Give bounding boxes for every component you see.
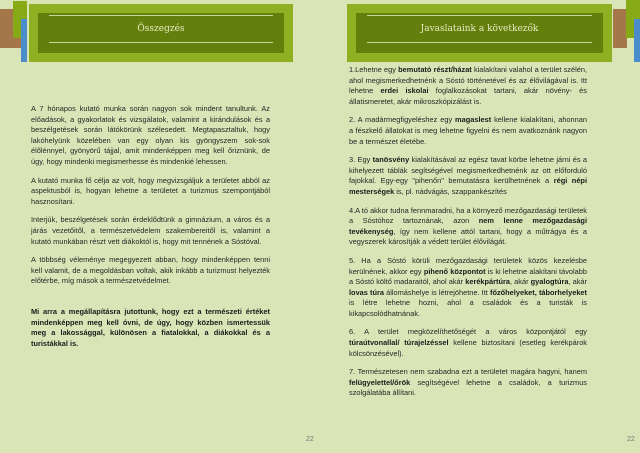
- banner-rule-top: [367, 15, 592, 16]
- decorative-brown-block: [613, 9, 627, 48]
- summary-paragraph: A 7 hónapos kutató munka során nagyon sok mindent tanultunk. Az előadások, a gyakorlatok és vizsgálatok, valamint a kirándulások és a beszélgetések során látókörünk szélesedett. Megtapasztaltuk, hogy lakóhelyünk közelében van egy olyan kis gyöngyszem sok-sok élőlénnyel, gyönyörű tájjal, amit mindenképpen meg kell őriznünk, de úgy, hogy mindenki megismerhesse és mindenkié lehessen.: [31, 104, 270, 166]
- proposal-text: állomáshelye is létrejöhetne. Itt: [384, 287, 490, 297]
- proposal-highlight: lovas túra: [349, 287, 384, 297]
- proposal-item: [349, 327, 587, 359]
- proposal-item: [349, 256, 587, 320]
- summary-text-column: [31, 104, 270, 357]
- summary-paragraph: A többség véleménye megegyezett abban, hogy mindenképpen tenni kell valamit, de a megoldásban voltak, akik inkább a turizmust helyezték előtérbe, míg mások a természetvédelmet.: [31, 255, 270, 286]
- proposal-text: kialakítani valahol a terület szélén, ahol megismerkedhetnénk a Sóstó történetével és az élővilágával is. Itt lehetne: [349, 65, 587, 96]
- proposal-item: [349, 155, 587, 197]
- proposal-highlight: nem lenne mezőgazdasági tevékenység: [349, 216, 588, 236]
- banner-inner-panel: [38, 13, 284, 53]
- banner-rule-bottom: [49, 42, 273, 43]
- proposal-text: 6. A terület megközelíthetőségét a város központjától egy: [349, 327, 587, 337]
- proposal-highlight: túraútvonallal/ túrajelzéssel: [349, 338, 449, 348]
- proposals-list: [349, 65, 587, 407]
- proposal-text: 5. Ha a Sóstó körüli mezőgazdasági területek közös kezelésbe kerülnének, akkor egy: [349, 255, 587, 276]
- decorative-blue-block: [21, 19, 27, 62]
- proposal-text: , így nem kellene attól tartani, hogy a műtrágya és a vegyszerek károsítják a védett terület élővilágát.: [349, 226, 587, 247]
- proposal-highlight: kerékpártúra: [465, 277, 510, 287]
- proposal-highlight: magaslest: [455, 115, 492, 125]
- proposal-text: is létre lehetne hozni, ahol a családok és a turisták is kikapcsolódhatnának.: [349, 298, 587, 318]
- right-page: [320, 0, 640, 453]
- proposal-text: , akár: [510, 277, 531, 287]
- proposal-item: [349, 206, 587, 248]
- proposal-text: segítségével lehetne a családok, a turizmus szolgálatába állítani.: [349, 377, 587, 398]
- banner-inner-panel: [356, 13, 603, 53]
- proposal-highlight: gyalogtúra: [530, 277, 569, 287]
- proposal-item: [349, 115, 587, 147]
- proposal-text: kellene biztosítani (esetleg kerékpárok kölcsönzésével).: [349, 338, 587, 358]
- proposal-highlight: régi népi mesterségek: [349, 176, 587, 196]
- decorative-blue-block: [634, 19, 640, 62]
- proposal-text: 1.Lehetne egy: [349, 65, 399, 74]
- conclusion-paragraph: Mi arra a megállapításra jutottunk, hogy ezt a természeti értéket mindenképpen meg kell óvni, de úgy, hogy közben ismertessük meg a lakossággal, különösen a fiatalokkal, a diákokkal és a turistákkal is.: [31, 306, 270, 348]
- page-title: Javaslataink a következők: [420, 24, 539, 34]
- proposal-highlight: tanösvény: [372, 155, 410, 165]
- proposal-item: [349, 367, 587, 399]
- section-header-banner: [347, 4, 612, 62]
- banner-rule-bottom: [367, 42, 592, 43]
- proposal-text: 2. A madármegfigyeléshez egy: [349, 115, 456, 125]
- proposal-text: 3. Egy: [349, 155, 373, 165]
- proposal-item: [349, 65, 587, 107]
- section-header-banner: [29, 4, 293, 62]
- summary-paragraph: Interjúk, beszélgetések során érdeklődtünk a gimnázium, a város és a járás vezetőitől, a természetvédelem szakembereitől is, valamint a kutató munkában részt vett diákoktól is, hogy mit tennének a Sóstóval.: [31, 215, 270, 246]
- page-title: Összegzés: [137, 24, 185, 34]
- banner-rule-top: [49, 15, 273, 16]
- proposal-highlight: felügyelettel/őrök: [349, 377, 411, 387]
- proposal-highlight: bemutató részt/házat: [398, 65, 472, 74]
- page-number: 22: [627, 436, 635, 443]
- proposal-text: 4.A tó akkor tudna fennmaradni, ha a környező mezőgazdasági területek a Sóstóhoz tartoznának, azon: [349, 205, 587, 226]
- proposal-highlight: erdei iskolai: [380, 86, 429, 96]
- proposal-highlight: főzőhelyeket, táborhelyeket: [489, 287, 587, 297]
- proposal-highlight: pihenő központot: [423, 266, 486, 276]
- proposal-text: is, pl. nádvágás, szappankészítés: [394, 186, 507, 196]
- proposal-text: is ki lehetne alakítani távolabb a Sóstó költő madaraitól, ahol akár: [349, 266, 587, 287]
- proposal-text: foglalkozásokat tartani, akár növény- és állatismeretet, akár mikroszkópizálást is.: [349, 86, 587, 106]
- proposal-text: kialakításával az egész tavat körbe lehetne járni és a kihelyezett táblák segítségével megismerkedhetnénk az ott előforduló fajokkal. Egy-egy "pihenőn" bemutatásra kerülhetnének a: [349, 155, 587, 186]
- proposal-text: , akár: [568, 277, 587, 287]
- summary-paragraph: A kutató munka fő célja az volt, hogy megvizsgáljuk a területet abból az aspektusból is, hogyan lehetne a területet a turizmus szempontjából hasznosítani.: [31, 175, 270, 206]
- proposal-text: kellene kialakítani, ahonnan a fészkelő állatokat is meg lehetne figyelni és nem avatkoznánk nagyon be a természet életébe.: [349, 115, 587, 146]
- proposal-text: 7. Természetesen nem szabadna ezt a területet magára hagyni, hanem: [349, 367, 587, 377]
- page-number: 22: [306, 436, 314, 443]
